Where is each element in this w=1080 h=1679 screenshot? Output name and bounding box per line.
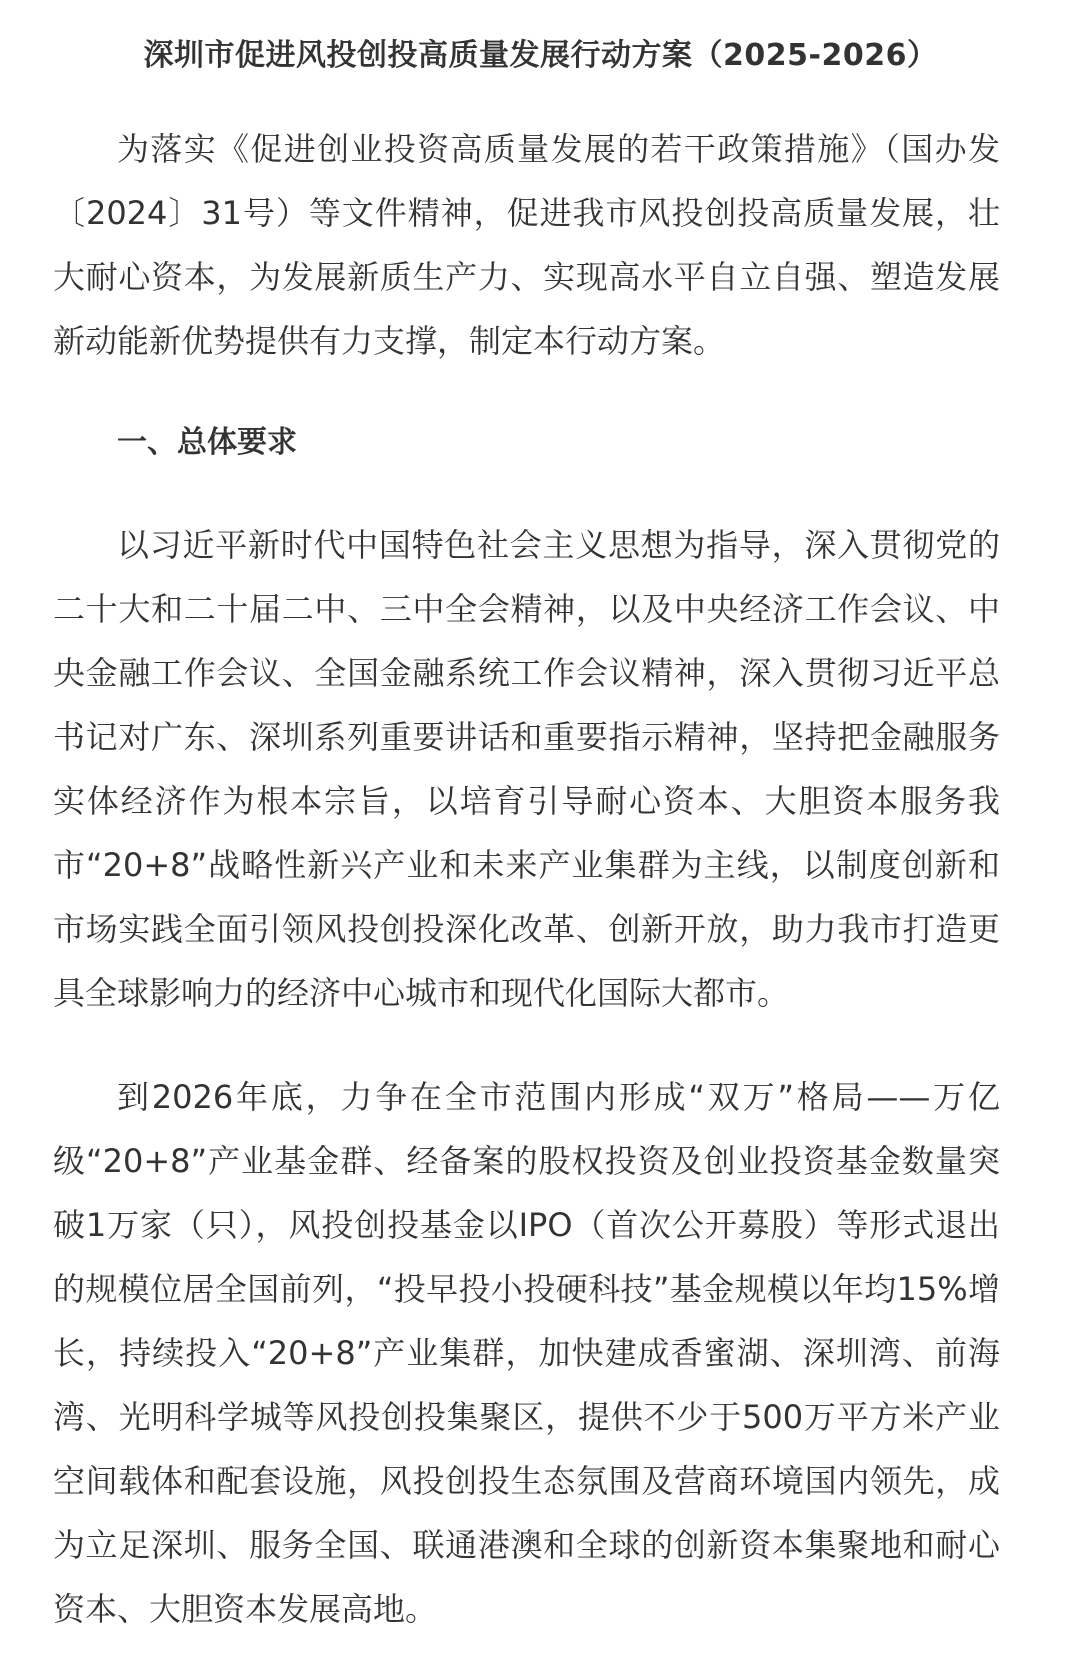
section-heading-general-requirements: 一、总体要求 — [117, 425, 297, 460]
guideline-paragraph: 以习近平新时代中国特色社会主义思想为指导，深入贯彻党的二十大和二十届二中、三中全会精神，以及中央经济工作会议、中央金融工作会议、全国金融系统工作会议精神，深入贯彻习近平总书记对广东、深圳系列重要讲话和重要指示精神，坚持把金融服务实体经济作为根本宗旨，以培育引导耐心资本、大胆资本服务我市“20+8”战略性新兴产业和未来产业集群为主线，以制度创新和市场实践全面引领风投创投深化改革、创新开放，助力我市打造更具全球影响力的经济中心城市和现代化国际大都市。 — [53, 526, 1000, 1012]
document-title: 深圳市促进风投创投高质量发展行动方案（2025-2026） — [143, 38, 938, 73]
goals-paragraph: 到2026年底，力争在全市范围内形成“双万”格局——万亿级“20+8”产业基金群、经备案的股权投资及创业投资基金数量突破1万家（只），风投创投基金以IPO（首次公开募股）等形式退出的规模位居全国前列，“投早投小投硬科技”基金规模以年均15%增长，持续投入“20+8”产业集群，加快建成香蜜湖、深圳湾、前海湾、光明科学城等风投创投集聚区，提供不少于500万平方米产业空间载体和配套设施，风投创投生态氛围及营商环境国内领先，成为立足深圳、服务全国、联通港澳和全球的创新资本集聚地和耐心资本、大胆资本发展高地。 — [53, 1078, 1000, 1628]
intro-paragraph: 为落实《促进创业投资高质量发展的若干政策措施》（国办发〔2024〕31号）等文件精神，促进我市风投创投高质量发展，壮大耐心资本，为发展新质生产力、实现高水平自立自强、塑造发展新动能新优势提供有力支撑，制定本行动方案。 — [53, 130, 1000, 360]
